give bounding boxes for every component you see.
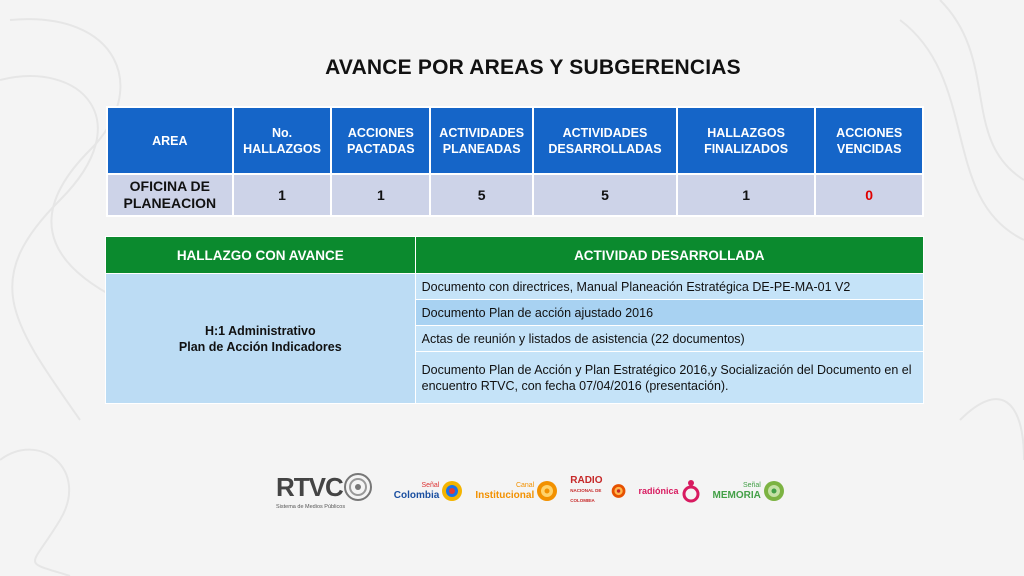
radio-nacional-big: RADIO [570,475,603,486]
rtvc-swirl-icon [343,472,373,502]
summary-header-row [107,107,923,174]
header-hallazgos-finalizados: HALLAZGOS FINALIZADOS [677,107,815,174]
actividad-item: Documento con directrices, Manual Planeación Estratégica DE-PE-MA-01 V2 [415,274,923,300]
canal-inst-small: Canal [515,482,535,489]
rtvc-logo [276,472,373,510]
senal-memoria-icon [763,480,785,502]
table-row [106,274,924,300]
senal-memoria-small: Señal [742,482,761,489]
cell-acciones-pactadas: 1 [331,174,430,216]
cell-no-hallazgos: 1 [233,174,332,216]
cell-acciones-vencidas: 0 [815,174,923,216]
cell-area: OFICINA DE PLANEACION [107,174,233,216]
summary-table [106,106,924,217]
table-row [107,174,923,216]
canal-institucional-logo [475,480,558,502]
senal-colombia-small: Señal [421,482,440,489]
rtvc-wordmark: RTVC [276,472,343,502]
page-title: AVANCE POR AREAS Y SUBGERENCIAS [325,56,741,79]
canal-inst-big: Institucional [475,490,535,501]
radionica-wordmark: radiónica [638,486,679,496]
header-acciones-pactadas: ACCIONES PACTADAS [331,107,430,174]
hallazgo-subtitle: Plan de Acción Indicadores [178,339,342,354]
cell-actividades-planeadas: 5 [430,174,533,216]
actividad-item: Actas de reunión y listados de asistencia (22 documentos) [415,326,923,352]
senal-memoria-logo [713,480,785,502]
detail-header-row [106,237,924,274]
footer-logos [276,466,766,516]
cell-hallazgos-finalizados: 1 [677,174,815,216]
senal-colombia-big: Colombia [393,490,440,501]
senal-memoria-big: MEMORIA [712,490,761,501]
header-acciones-vencidas: ACCIONES VENCIDAS [815,107,923,174]
cell-actividades-desarrolladas: 5 [533,174,677,216]
hallazgo-cell [106,274,416,404]
header-area: AREA [107,107,233,174]
radio-nacional-small: NACIONAL DE COLOMBIA [570,488,602,503]
senal-colombia-logo [394,480,464,502]
radio-nacional-icon [611,480,626,502]
header-actividad-desarrollada: ACTIVIDAD DESARROLLADA [415,237,923,274]
header-actividades-planeadas: ACTIVIDADES PLANEADAS [430,107,533,174]
header-hallazgo-con-avance: HALLAZGO CON AVANCE [106,237,416,274]
rtvc-subtitle: Sistema de Medios Públicos [276,504,346,510]
header-no-hallazgos: No. HALLAZGOS [233,107,332,174]
radionica-logo [638,479,700,503]
radio-nacional-logo [570,476,626,506]
actividad-item: Documento Plan de Acción y Plan Estratégico 2016,y Socialización del Documento en el encuentro RTVC, con fecha 07/04/2016 (presentación). [415,352,923,404]
radionica-icon [681,479,701,503]
actividad-item: Documento Plan de acción ajustado 2016 [415,300,923,326]
detail-table [105,236,924,404]
hallazgo-title: H:1 Administrativo [204,323,316,338]
senal-colombia-icon [441,480,463,502]
canal-institucional-icon [536,480,558,502]
header-actividades-desarrolladas: ACTIVIDADES DESARROLLADAS [533,107,677,174]
